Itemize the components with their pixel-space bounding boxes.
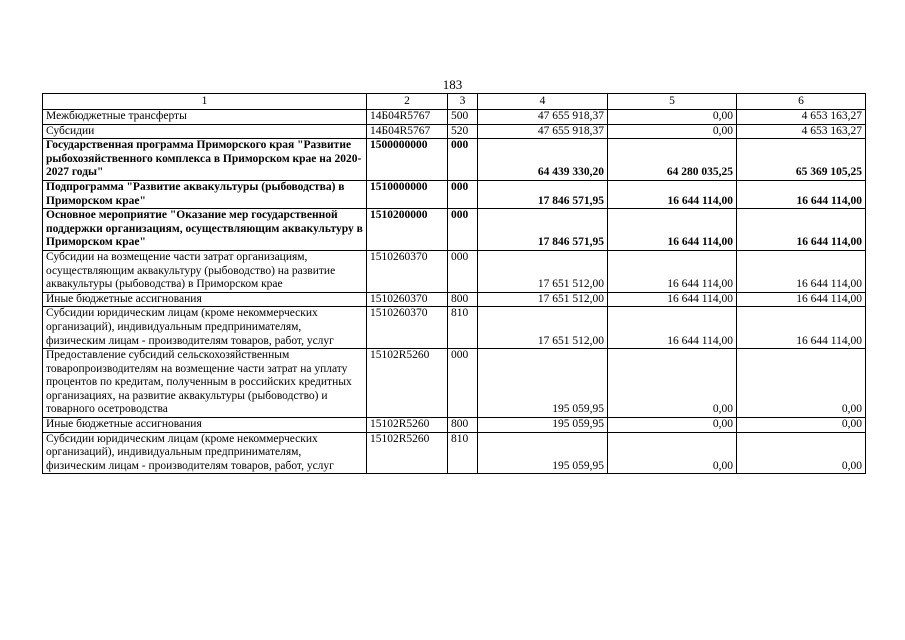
table-row [43,349,866,418]
budget-table [42,93,866,474]
row-name-cell: Государственная программа Приморского края "Развитие рыбохозяйственного комплекса в Приморском крае на 2020-2027 годы" [43,139,367,181]
row-amount-3-cell: 0,00 [737,418,866,433]
row-code-cell: 15102R5260 [367,418,448,433]
row-expense-type-cell: 000 [448,349,478,418]
row-name-cell: Субсидии юридическим лицам (кроме некоммерческих организаций), индивидуальным предпринимателям, физическим лицам - производителям товаров, работ, услуг [43,307,367,349]
table-row [43,307,866,349]
row-expense-type-cell: 800 [448,418,478,433]
row-code-cell: 1510260370 [367,307,448,349]
row-code-cell: 1510000000 [367,180,448,208]
row-expense-type-cell: 810 [448,432,478,474]
column-header: 1 [43,94,367,110]
row-amount-2-cell: 0,00 [608,349,737,418]
column-header: 6 [737,94,866,110]
table-row [43,209,866,251]
row-amount-2-cell: 0,00 [608,432,737,474]
row-amount-1-cell: 17 651 512,00 [478,307,608,349]
row-amount-1-cell: 195 059,95 [478,432,608,474]
row-amount-3-cell: 65 369 105,25 [737,139,866,181]
row-name-cell: Субсидии на возмещение части затрат организациям, осуществляющим аквакультуру (рыбоводство) на развитие аквакультуры (рыбоводства) в Приморском крае [43,250,367,292]
table-row [43,180,866,208]
row-name-cell: Предоставление субсидий сельскохозяйственным товаропроизводителям на возмещение части затрат на уплату процентов по кредитам, полученным в российских кредитных организациях, на развитие аквакультуры (рыбоводство) и товарного осетроводства [43,349,367,418]
table-row [43,124,866,139]
row-amount-3-cell: 16 644 114,00 [737,307,866,349]
row-amount-1-cell: 47 655 918,37 [478,110,608,125]
row-code-cell: 1510200000 [367,209,448,251]
row-expense-type-cell: 000 [448,139,478,181]
row-amount-1-cell: 17 651 512,00 [478,292,608,307]
row-expense-type-cell: 000 [448,180,478,208]
row-amount-1-cell: 17 846 571,95 [478,180,608,208]
column-header: 3 [448,94,478,110]
row-amount-2-cell: 0,00 [608,110,737,125]
row-name-cell: Иные бюджетные ассигнования [43,292,367,307]
row-expense-type-cell: 800 [448,292,478,307]
row-amount-3-cell: 4 653 163,27 [737,124,866,139]
row-amount-2-cell: 16 644 114,00 [608,209,737,251]
row-amount-1-cell: 64 439 330,20 [478,139,608,181]
row-expense-type-cell: 810 [448,307,478,349]
table-row [43,418,866,433]
row-code-cell: 1500000000 [367,139,448,181]
header-row [43,94,866,110]
row-name-cell: Иные бюджетные ассигнования [43,418,367,433]
row-code-cell: 14Б04R5767 [367,124,448,139]
table-row [43,432,866,474]
row-amount-1-cell: 17 651 512,00 [478,250,608,292]
row-amount-2-cell: 16 644 114,00 [608,307,737,349]
row-amount-3-cell: 0,00 [737,432,866,474]
row-expense-type-cell: 000 [448,209,478,251]
row-code-cell: 14Б04R5767 [367,110,448,125]
column-header: 4 [478,94,608,110]
row-name-cell: Подпрограмма "Развитие аквакультуры (рыбоводства) в Приморском крае" [43,180,367,208]
row-amount-2-cell: 64 280 035,25 [608,139,737,181]
row-amount-3-cell: 16 644 114,00 [737,180,866,208]
table-row [43,110,866,125]
row-expense-type-cell: 500 [448,110,478,125]
row-name-cell: Субсидии юридическим лицам (кроме некоммерческих организаций), индивидуальным предпринимателям, физическим лицам - производителям товаров, работ, услуг [43,432,367,474]
row-expense-type-cell: 520 [448,124,478,139]
row-amount-3-cell: 4 653 163,27 [737,110,866,125]
row-code-cell: 15102R5260 [367,432,448,474]
row-amount-3-cell: 16 644 114,00 [737,209,866,251]
page-number: 183 [442,77,463,92]
column-header: 5 [608,94,737,110]
row-code-cell: 15102R5260 [367,349,448,418]
row-amount-3-cell: 0,00 [737,349,866,418]
row-expense-type-cell: 000 [448,250,478,292]
column-header: 2 [367,94,448,110]
row-amount-2-cell: 0,00 [608,124,737,139]
row-amount-2-cell: 0,00 [608,418,737,433]
row-amount-1-cell: 195 059,95 [478,349,608,418]
row-name-cell: Межбюджетные трансферты [43,110,367,125]
row-amount-3-cell: 16 644 114,00 [737,292,866,307]
row-amount-3-cell: 16 644 114,00 [737,250,866,292]
row-amount-1-cell: 195 059,95 [478,418,608,433]
row-code-cell: 1510260370 [367,292,448,307]
row-amount-2-cell: 16 644 114,00 [608,250,737,292]
row-name-cell: Субсидии [43,124,367,139]
row-amount-2-cell: 16 644 114,00 [608,180,737,208]
row-amount-1-cell: 17 846 571,95 [478,209,608,251]
row-name-cell: Основное мероприятие "Оказание мер государственной поддержки организациям, осуществляющим аквакультуру в Приморском крае" [43,209,367,251]
row-amount-1-cell: 47 655 918,37 [478,124,608,139]
table-row [43,250,866,292]
table-row [43,292,866,307]
row-code-cell: 1510260370 [367,250,448,292]
table-row [43,139,866,181]
row-amount-2-cell: 16 644 114,00 [608,292,737,307]
